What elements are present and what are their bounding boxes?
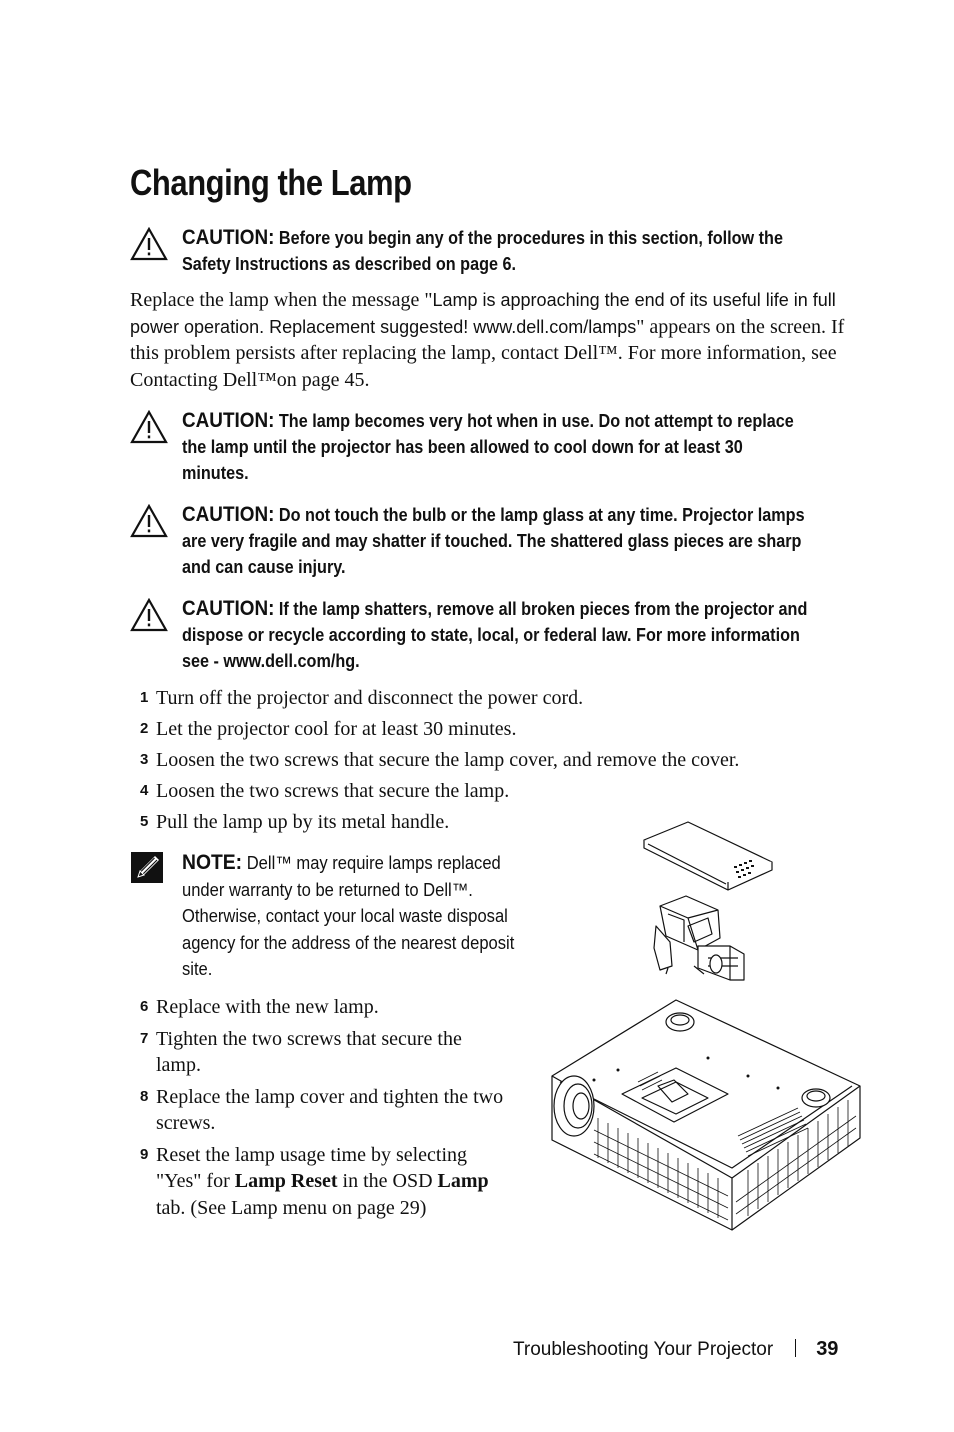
step-text: Loosen the two screws that secure the lamp. bbox=[156, 780, 510, 802]
caution-text bbox=[182, 225, 812, 277]
warning-icon bbox=[130, 410, 168, 444]
step-item bbox=[140, 1084, 510, 1137]
caution-label: CAUTION: bbox=[182, 226, 275, 249]
steps-list bbox=[140, 685, 860, 840]
step-number: 3 bbox=[140, 751, 149, 768]
step-text: tab. (See Lamp menu on page 29) bbox=[156, 1196, 427, 1219]
caution-text bbox=[182, 408, 812, 486]
page-number: 39 bbox=[816, 1338, 839, 1360]
caution-label: CAUTION: bbox=[182, 503, 275, 526]
step-text: Loosen the two screws that secure the lamp cover, and remove the cover. bbox=[156, 749, 740, 771]
caution-body: Do not touch the bulb or the lamp glass at any time. Projector lamps are very fragile and may shatter if touched. The shattered glass pieces are sharp and can cause injury. bbox=[182, 505, 805, 577]
step-text: Pull the lamp up by its metal handle. bbox=[156, 811, 450, 833]
step-text: Replace with the new lamp. bbox=[156, 996, 379, 1018]
warning-icon bbox=[130, 227, 168, 261]
note-label: NOTE: bbox=[182, 851, 243, 874]
step-number: 6 bbox=[140, 998, 149, 1015]
step-number: 2 bbox=[140, 720, 149, 737]
lamp-module-image bbox=[654, 896, 744, 980]
osd-tab-lamp: Lamp bbox=[437, 1170, 489, 1192]
step-number: 9 bbox=[140, 1145, 149, 1163]
footer-divider bbox=[795, 1339, 796, 1357]
step-item bbox=[140, 685, 860, 716]
caution-text bbox=[182, 596, 812, 674]
osd-item-lamp-reset: Lamp Reset bbox=[234, 1170, 338, 1192]
intro-after: " appears on the screen. If this problem persists after replacing the lamp, contact Dell™. For more information, see Contacting Dell™on page 45. bbox=[130, 315, 845, 391]
step-text: Turn off the projector and disconnect the power cord. bbox=[156, 687, 584, 709]
step-item bbox=[140, 716, 860, 747]
intro-paragraph bbox=[130, 287, 870, 393]
step-item bbox=[140, 747, 860, 778]
note-text bbox=[182, 850, 532, 983]
caution-label: CAUTION: bbox=[182, 597, 275, 620]
note-pencil-icon bbox=[130, 850, 166, 884]
intro-before: Replace the lamp when the message " bbox=[130, 289, 433, 311]
footer-section: Troubleshooting Your Projector bbox=[513, 1339, 774, 1360]
caution-body: The lamp becomes very hot when in use. Do not attempt to replace the lamp until the projector has been allowed to cool down for at least 30 minutes. bbox=[182, 411, 794, 483]
warning-message: Lamp is approaching the end of its useful life in full power operation. Replacement suggested! www.dell.com/lamps bbox=[130, 290, 836, 337]
step-number: 8 bbox=[140, 1087, 149, 1105]
lamp-cover-image bbox=[644, 822, 772, 890]
step-item bbox=[140, 994, 510, 1021]
step-number: 4 bbox=[140, 782, 149, 799]
step-item bbox=[140, 778, 860, 809]
warning-icon bbox=[130, 504, 168, 538]
caution-body: Before you begin any of the procedures in this section, follow the Safety Instructions as described on page 6. bbox=[182, 228, 783, 274]
caution-body: If the lamp shatters, remove all broken pieces from the projector and dispose or recycle according to state, local, or federal law. For more information see - www.dell.com/hg. bbox=[182, 599, 808, 671]
caution-label: CAUTION: bbox=[182, 409, 275, 432]
step-number: 7 bbox=[140, 1029, 149, 1047]
caution-text bbox=[182, 502, 812, 580]
step-text: Reset the lamp usage time by selecting "Yes" for bbox=[156, 1143, 468, 1192]
step-text: Tighten the two screws that secure the lamp. bbox=[156, 1027, 462, 1076]
step-number: 5 bbox=[140, 813, 149, 830]
page-footer bbox=[513, 1338, 838, 1361]
note-body: Dell™ may require lamps replaced under warranty to be returned to Dell™. Otherwise, contact your local waste disposal agency for the address of the nearest deposit site. bbox=[182, 853, 515, 979]
step-item bbox=[140, 1026, 510, 1079]
step-text: in the OSD bbox=[337, 1170, 438, 1192]
projector-lamp-illustration bbox=[548, 818, 864, 1234]
page-title: Changing the Lamp bbox=[130, 162, 412, 203]
warning-icon bbox=[130, 598, 168, 632]
step-item bbox=[140, 1142, 510, 1222]
projector-image bbox=[552, 1000, 860, 1230]
step-text: Replace the lamp cover and tighten the two screws. bbox=[156, 1085, 504, 1134]
steps-list bbox=[140, 994, 510, 1226]
step-number: 1 bbox=[140, 689, 149, 706]
step-text: Let the projector cool for at least 30 minutes. bbox=[156, 718, 517, 740]
